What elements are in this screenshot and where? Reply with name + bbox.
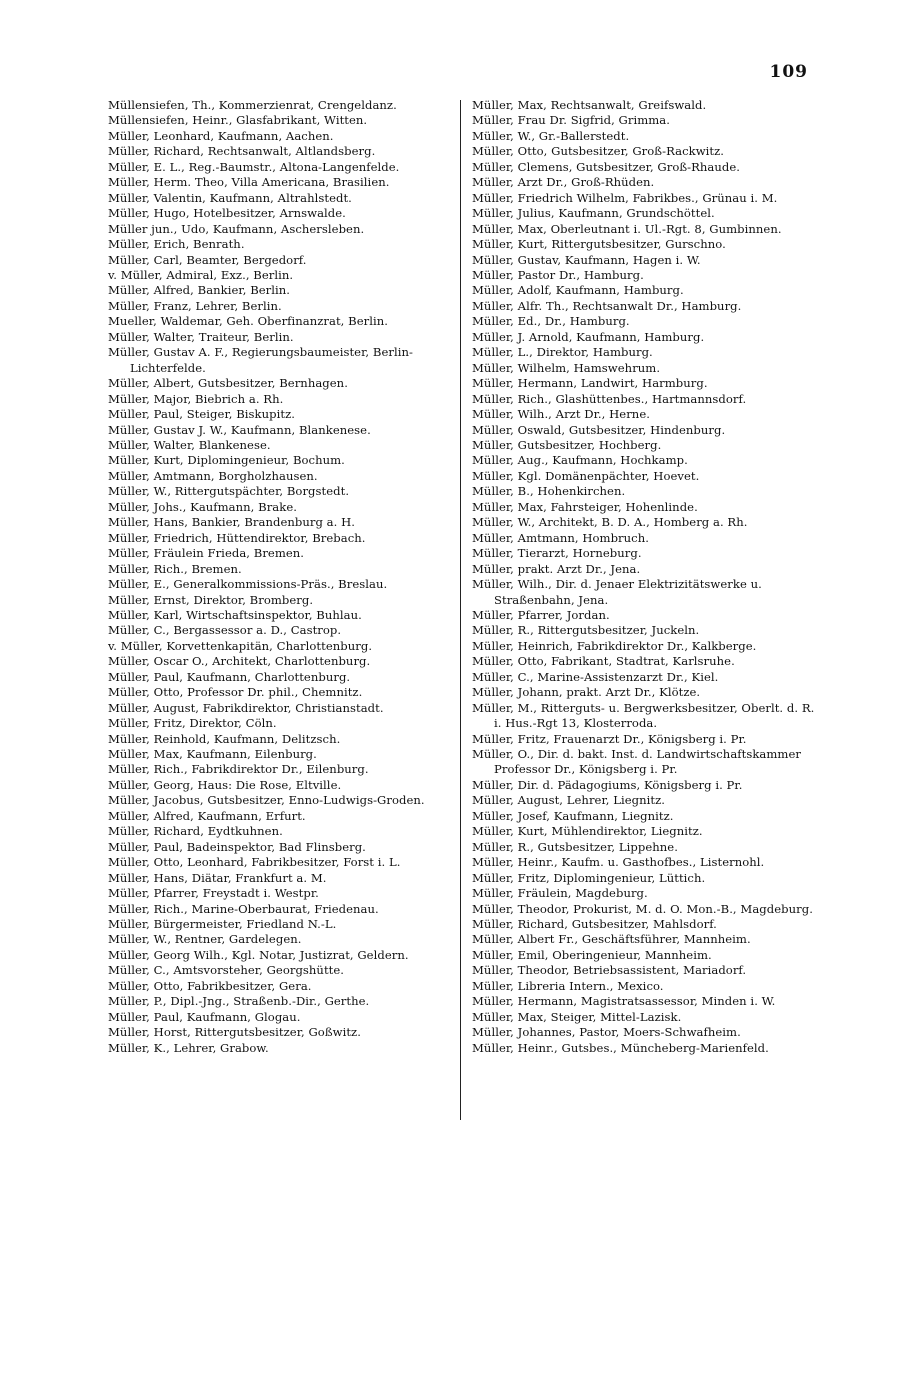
directory-entry: Müller, Erich, Benrath.	[108, 237, 245, 252]
directory-entry: Müller, Fritz, Diplomingenieur, Lüttich.	[472, 870, 706, 885]
directory-entry: Müller, Ernst, Direktor, Bromberg.	[108, 592, 314, 607]
directory-entry: Müller, Frau Dr. Sigfrid, Grimma.	[472, 113, 670, 128]
directory-entry: Müller, Wilh., Dir. d. Jenaer Elektrizitätswerke u. Straßenbahn, Jena.	[472, 577, 762, 607]
directory-entry: Müller, Amtmann, Borgholzhausen.	[108, 468, 318, 483]
directory-entry: Müller, C., Marine-Assistenzarzt Dr., Kiel.	[472, 669, 719, 684]
directory-entry: Müller, P., Dipl.-Jng., Straßenb.-Dir., Gerthe.	[108, 994, 370, 1009]
directory-entry: Müller, Fritz, Frauenarzt Dr., Königsberg i. Pr.	[472, 731, 747, 746]
directory-entry: Müller, Herm. Theo, Villa Americana, Brasilien.	[108, 175, 390, 190]
directory-entry: Müller, E., Generalkommissions-Präs., Breslau.	[108, 577, 388, 592]
directory-entry: Müller, Oscar O., Architekt, Charlottenburg.	[108, 654, 371, 669]
directory-entry: Müller, M., Ritterguts- u. Bergwerksbesitzer, Oberlt. d. R. i. Hus.-Rgt 13, Klosterroda.	[472, 700, 815, 731]
directory-entry: Müller, Dir. d. Pädagogiums, Königsberg i. Pr.	[472, 777, 743, 792]
directory-entry: Müller, R., Rittergutsbesitzer, Juckeln.	[472, 623, 700, 638]
directory-entry: Müller, Hermann, Landwirt, Harmburg.	[472, 376, 708, 391]
directory-entry: Müller, Heinrich, Fabrikdirektor Dr., Kalkberge.	[472, 638, 757, 653]
directory-entry: Müller, L., Direktor, Hamburg.	[472, 345, 653, 360]
column-divider	[460, 100, 461, 1120]
directory-entry: Müller, Otto, Leonhard, Fabrikbesitzer, Forst i. L.	[108, 855, 401, 870]
directory-entry: Müller, W., Rentner, Gardelegen.	[108, 932, 302, 947]
directory-entry: Müller, Leonhard, Kaufmann, Aachen.	[108, 128, 334, 143]
directory-entry: Müller, Tierarzt, Horneburg.	[472, 546, 642, 561]
directory-entry: Müller, Bürgermeister, Friedland N.-L.	[108, 917, 337, 932]
directory-entry: Müller, Emil, Oberingenieur, Mannheim.	[472, 947, 712, 962]
directory-entry: Müllensiefen, Heinr., Glasfabrikant, Witten.	[108, 113, 368, 128]
directory-entry: Müller, K., Lehrer, Grabow.	[108, 1040, 269, 1055]
directory-entry: Müller, Walter, Traiteur, Berlin.	[108, 329, 294, 344]
directory-entry: Müller, Gustav J. W., Kaufmann, Blankenese.	[108, 422, 371, 437]
directory-entry: Müller, Johs., Kaufmann, Brake.	[108, 499, 297, 514]
directory-entry: Müller, C., Bergassessor a. D., Castrop.	[108, 623, 342, 638]
directory-entry: Müller, Kurt, Mühlendirektor, Liegnitz.	[472, 824, 703, 839]
directory-entry: Müller, Pfarrer, Freystadt i. Westpr.	[108, 886, 319, 901]
directory-entry: Müller, Max, Rechtsanwalt, Greifswald.	[472, 98, 707, 112]
directory-entry: Müller, Max, Kaufmann, Eilenburg.	[108, 747, 317, 762]
directory-entry: Müller, R., Gutsbesitzer, Lippehne.	[472, 839, 678, 854]
directory-entry: Müller, Alfred, Bankier, Berlin.	[108, 283, 291, 298]
directory-entry: Müller, Johann, prakt. Arzt Dr., Klötze.	[472, 685, 701, 700]
page-number: 109	[769, 62, 808, 82]
directory-entry: Müller, Paul, Badeinspektor, Bad Flinsberg.	[108, 839, 366, 854]
directory-entry: Müller, Theodor, Betriebsassistent, Mariadorf.	[472, 963, 747, 978]
directory-entry: Müller, Fritz, Direktor, Cöln.	[108, 716, 277, 731]
directory-entry: Müller, Georg Wilh., Kgl. Notar, Justizrat, Geldern.	[108, 947, 409, 962]
directory-entry: Müller, Walter, Blankenese.	[108, 437, 271, 452]
directory-entry: Müller, W., Architekt, B. D. A., Homberg a. Rh.	[472, 515, 748, 530]
directory-entry: Müller, Amtmann, Hombruch.	[472, 530, 649, 545]
directory-entry: Müller, Friedrich Wilhelm, Fabrikbes., Grünau i. M.	[472, 190, 778, 205]
directory-entry: Müller, Pastor Dr., Hamburg.	[472, 267, 644, 282]
directory-entry: Müller, Fräulein, Magdeburg.	[472, 886, 648, 901]
directory-entry: Müller, Carl, Beamter, Bergedorf.	[108, 252, 307, 267]
directory-entry: Müller, Josef, Kaufmann, Liegnitz.	[472, 808, 674, 823]
directory-entry: Müller, Gustav A. F., Regierungsbaumeister, Berlin-Lichterfelde.	[108, 345, 413, 375]
directory-entry: Müller, Karl, Wirtschaftsinspektor, Buhlau.	[108, 607, 362, 622]
directory-entry: Müller, Richard, Gutsbesitzer, Mahlsdorf.	[472, 917, 717, 932]
directory-entry: Müller, Albert, Gutsbesitzer, Bernhagen.	[108, 376, 348, 391]
directory-entry: Müller, Kgl. Domänenpächter, Hoevet.	[472, 468, 700, 483]
directory-entry: v. Müller, Korvettenkapitän, Charlottenburg.	[108, 638, 373, 653]
left-column	[108, 98, 458, 1056]
directory-entry: Müller, Heinr., Gutsbes., Müncheberg-Marienfeld.	[472, 1040, 769, 1055]
directory-entry: Müller, W., Rittergutspächter, Borgstedt.	[108, 484, 350, 499]
directory-entry: Müller, Reinhold, Kaufmann, Delitzsch.	[108, 731, 341, 746]
directory-entry: Müller, Johannes, Pastor, Moers-Schwafheim.	[472, 1025, 741, 1040]
directory-entry: Müller, August, Lehrer, Liegnitz.	[472, 793, 665, 808]
directory-entry: Müller, Clemens, Gutsbesitzer, Groß-Rhaude.	[472, 159, 741, 174]
directory-entry: Müller, Gustav, Kaufmann, Hagen i. W.	[472, 252, 701, 267]
directory-entry: Müller, Julius, Kaufmann, Grundschöttel.	[472, 206, 715, 221]
directory-entry: Müller, Alfr. Th., Rechtsanwalt Dr., Hamburg.	[472, 298, 742, 313]
directory-entry: Müller, Paul, Steiger, Biskupitz.	[108, 407, 295, 422]
directory-entry: Müller, Hermann, Magistratsassessor, Minden i. W.	[472, 994, 776, 1009]
directory-entry: Müller, Albert Fr., Geschäftsführer, Mannheim.	[472, 932, 751, 947]
directory-entry: Mueller, Waldemar, Geh. Oberfinanzrat, Berlin.	[108, 314, 388, 329]
directory-entry: Müller, Richard, Rechtsanwalt, Altlandsberg.	[108, 144, 376, 159]
directory-entry: Müllensiefen, Th., Kommerzienrat, Crengeldanz.	[108, 98, 397, 112]
directory-entry: Müller, Oswald, Gutsbesitzer, Hindenburg.	[472, 422, 726, 437]
directory-entry: Müller, Hans, Diätar, Frankfurt a. M.	[108, 870, 327, 885]
directory-entry: Müller, Heinr., Kaufm. u. Gasthofbes., Listernohl.	[472, 855, 765, 870]
directory-entry: Müller, Jacobus, Gutsbesitzer, Enno-Ludwigs-Groden.	[108, 793, 425, 808]
directory-entry: Müller, Wilh., Arzt Dr., Herne.	[472, 407, 650, 422]
directory-entry: v. Müller, Admiral, Exz., Berlin.	[108, 267, 294, 282]
directory-entry: Müller, Otto, Fabrikbesitzer, Gera.	[108, 978, 312, 993]
directory-entry: Müller, Kurt, Diplomingenieur, Bochum.	[108, 453, 345, 468]
directory-entry: Müller, Fräulein Frieda, Bremen.	[108, 546, 305, 561]
directory-entry: Müller, Theodor, Prokurist, M. d. O. Mon.-B., Magdeburg.	[472, 901, 813, 916]
directory-entry: Müller, Major, Biebrich a. Rh.	[108, 391, 284, 406]
directory-entry: Müller, Paul, Kaufmann, Charlottenburg.	[108, 669, 351, 684]
directory-entry: Müller, O., Dir. d. bakt. Inst. d. Landwirtschaftskammer Professor Dr., Königsberg i. Pr.	[472, 747, 801, 777]
directory-entry: Müller, Rich., Glashüttenbes., Hartmannsdorf.	[472, 391, 747, 406]
directory-entry: Müller, Wilhelm, Hamswehrum.	[472, 360, 661, 375]
directory-entry: Müller, August, Fabrikdirektor, Christianstadt.	[108, 700, 384, 715]
directory-entry: Müller, Valentin, Kaufmann, Altrahlstedt.	[108, 190, 352, 205]
directory-entry: Müller, Max, Oberleutnant i. Ul.-Rgt. 8, Gumbinnen.	[472, 221, 782, 236]
directory-entry: Müller, Alfred, Kaufmann, Erfurt.	[108, 808, 306, 823]
directory-entry: Müller, Franz, Lehrer, Berlin.	[108, 298, 282, 313]
directory-entry: Müller jun., Udo, Kaufmann, Aschersleben.	[108, 221, 365, 236]
directory-entry: Müller, Otto, Gutsbesitzer, Groß-Rackwitz.	[472, 144, 725, 159]
directory-entry: Müller, Adolf, Kaufmann, Hamburg.	[472, 283, 684, 298]
directory-entry: Müller, B., Hohenkirchen.	[472, 484, 626, 499]
directory-entry: Müller, Rich., Marine-Oberbaurat, Friedenau.	[108, 901, 379, 916]
directory-entry: Müller, Hugo, Hotelbesitzer, Arnswalde.	[108, 206, 346, 221]
directory-entry: Müller, Pfarrer, Jordan.	[472, 607, 610, 622]
directory-entry: Müller, prakt. Arzt Dr., Jena.	[472, 561, 641, 576]
directory-entry: Müller, Gutsbesitzer, Hochberg.	[472, 437, 662, 452]
directory-entry: Müller, Horst, Rittergutsbesitzer, Goßwitz.	[108, 1025, 361, 1040]
directory-entry: Müller, Kurt, Rittergutsbesitzer, Gurschno.	[472, 237, 726, 252]
directory-entry: Müller, Ed., Dr., Hamburg.	[472, 314, 630, 329]
directory-entry: Müller, Paul, Kaufmann, Glogau.	[108, 1009, 301, 1024]
right-column	[472, 98, 822, 1056]
directory-entry: Müller, Otto, Professor Dr. phil., Chemnitz.	[108, 685, 363, 700]
directory-entry: Müller, Hans, Bankier, Brandenburg a. H.	[108, 515, 356, 530]
directory-entry: Müller, Georg, Haus: Die Rose, Eltville.	[108, 777, 342, 792]
directory-entry: Müller, E. L., Reg.-Baumstr., Altona-Langenfelde.	[108, 159, 400, 174]
directory-entry: Müller, Libreria Intern., Mexico.	[472, 978, 664, 993]
directory-entry: Müller, J. Arnold, Kaufmann, Hamburg.	[472, 329, 705, 344]
directory-entry: Müller, Rich., Fabrikdirektor Dr., Eilenburg.	[108, 762, 369, 777]
directory-entry: Müller, Arzt Dr., Groß-Rhüden.	[472, 175, 655, 190]
directory-entry: Müller, Max, Fahrsteiger, Hohenlinde.	[472, 499, 698, 514]
directory-entry: Müller, Richard, Eydtkuhnen.	[108, 824, 283, 839]
directory-entry: Müller, W., Gr.-Ballerstedt.	[472, 128, 630, 143]
directory-entry: Müller, Otto, Fabrikant, Stadtrat, Karlsruhe.	[472, 654, 735, 669]
directory-entry: Müller, Rich., Bremen.	[108, 561, 242, 576]
directory-entry: Müller, C., Amtsvorsteher, Georgshütte.	[108, 963, 345, 978]
directory-entry: Müller, Max, Steiger, Mittel-Lazisk.	[472, 1009, 682, 1024]
directory-entry: Müller, Friedrich, Hüttendirektor, Brebach.	[108, 530, 366, 545]
directory-entry: Müller, Aug., Kaufmann, Hochkamp.	[472, 453, 688, 468]
